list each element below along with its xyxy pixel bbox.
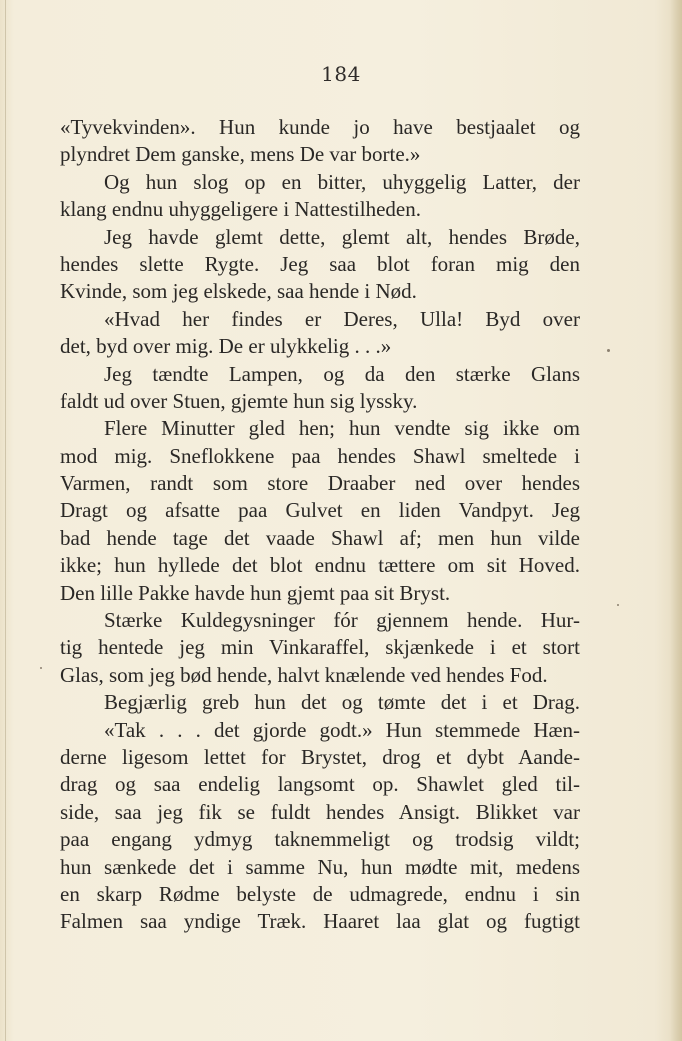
- text-line: side, saa jeg fik se fuldt hendes Ansigt. Blikket var: [60, 799, 580, 824]
- text-line: Jeg havde glemt dette, glemt alt, hendes Brøde,: [104, 224, 580, 249]
- text-line: Falmen saa yndige Træk. Haaret laa glat og fugtigt: [60, 909, 580, 934]
- text-line: plyndret Dem ganske, mens De var borte.»: [60, 142, 421, 167]
- text-line: det, byd over mig. De er ulykkelig . . .»: [60, 334, 392, 359]
- ink-speck: [607, 349, 610, 352]
- text-line: faldt ud over Stuen, gjemte hun sig lyssky.: [60, 388, 418, 413]
- text-line: «Tyvekvinden». Hun kunde jo have bestjaalet og: [60, 115, 580, 139]
- text-line: Dragt og afsatte paa Gulvet en liden Vandpyt. Jeg: [60, 498, 580, 523]
- text-line: Og hun slog op en bitter, uhyggelig Latter, der: [104, 169, 580, 194]
- page-number: 184: [321, 62, 361, 86]
- text-line: ikke; hun hyllede det blot endnu tættere om sit Hoved.: [60, 553, 580, 578]
- ink-speck: [40, 667, 42, 669]
- text-line: hun sænkede det i samme Nu, hun mødte mit, medens: [60, 854, 580, 879]
- text-line: Stærke Kuldegysninger fór gjennem hende. Hur-: [104, 608, 580, 633]
- text-line: Flere Minutter gled hen; hun vendte sig ikke om: [104, 416, 580, 441]
- text-line: Varmen, randt som store Draaber ned over hendes: [60, 471, 580, 496]
- text-line: bad hende tage det vaade Shawl af; men hun vilde: [60, 525, 580, 550]
- text-line: Den lille Pakke havde hun gjemt paa sit Bryst.: [60, 580, 451, 605]
- text-line: Begjærlig greb hun det og tømte det i et Drag.: [104, 690, 580, 715]
- page-gutter-shadow: [670, 0, 682, 1041]
- ink-speck: [617, 604, 619, 606]
- text-line: hendes slette Rygte. Jeg saa blot foran mig den: [60, 251, 580, 276]
- text-line: «Hvad her findes er Deres, Ulla! Byd over: [104, 306, 580, 331]
- body-text: [60, 114, 580, 936]
- page-edge-line: [5, 0, 6, 1041]
- text-line: paa engang ydmyg taknemmeligt og trodsig vildt;: [60, 827, 580, 852]
- text-line: mod mig. Sneflokkene paa hendes Shawl smeltede i: [60, 443, 580, 468]
- text-line: en skarp Rødme belyste de udmagrede, endnu i sin: [60, 881, 580, 906]
- text-line: Jeg tændte Lampen, og da den stærke Glans: [104, 361, 580, 386]
- text-line: «Tak . . . det gjorde godt.» Hun stemmede Hæn-: [104, 717, 580, 742]
- text-line: Glas, som jeg bød hende, halvt knælende ved hendes Fod.: [60, 662, 548, 687]
- text-line: Kvinde, som jeg elskede, saa hende i Nød.: [60, 279, 417, 304]
- text-line: klang endnu uhyggeligere i Nattestilheden.: [60, 197, 421, 222]
- text-line: tig hentede jeg min Vinkaraffel, skjænkede i et stort: [60, 635, 580, 660]
- text-line: drag og saa endelig langsomt op. Shawlet gled til-: [60, 772, 580, 797]
- text-line: derne ligesom lettet for Brystet, drog et dybt Aande-: [60, 744, 580, 769]
